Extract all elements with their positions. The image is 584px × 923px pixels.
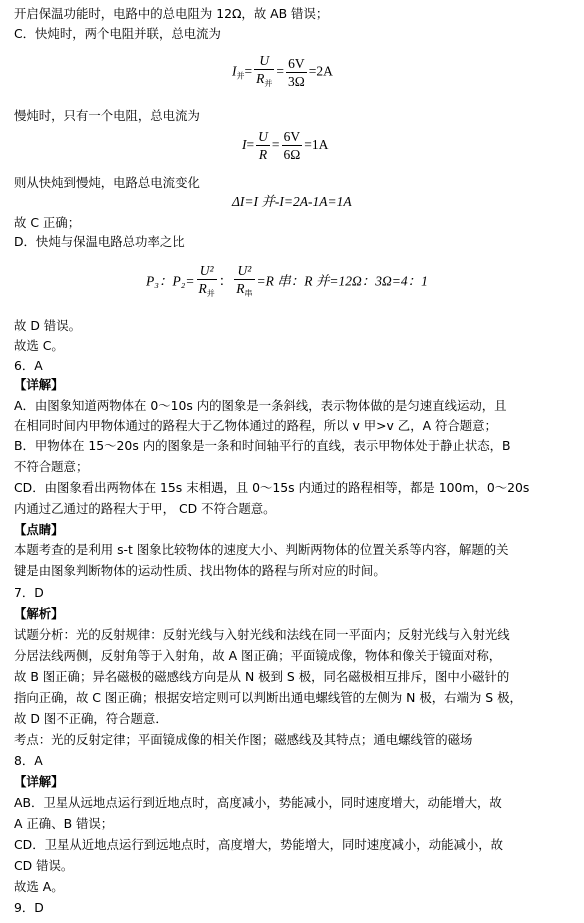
- text-line: 慢炖时，只有一个电阻，总电流为: [14, 108, 200, 123]
- fraction: [197, 262, 217, 303]
- text-line: 不符合题意；: [14, 459, 89, 474]
- answer-number: 6．A: [14, 358, 43, 373]
- denominator: [254, 70, 274, 93]
- numerator: U²: [197, 262, 217, 280]
- section-heading: 【详解】: [14, 377, 64, 392]
- eq-symbol: I: [232, 63, 237, 79]
- text-line: CD 错误。: [14, 858, 74, 873]
- eq-result: =2A: [308, 63, 333, 79]
- eq-equals: =: [271, 137, 280, 153]
- text-line: 在相同时间内甲物体通过的路程大于乙物体通过的路程，所以 v 甲>v 乙，A 符合题意；: [14, 418, 497, 433]
- numerator: U: [254, 52, 274, 70]
- eq-equals: =: [244, 63, 253, 79]
- denominator: 6Ω: [283, 147, 301, 162]
- text-line: 本题考查的是利用 s-t 图象比较物体的速度大小、判断两物体的位置关系等内容，解题的关: [14, 542, 509, 557]
- fraction: [254, 52, 274, 93]
- text-line: 指向正确，故 C 图正确；根据安培定则可以判断出通电螺线管的左侧为 N 极，右端为 S 极，: [14, 690, 522, 705]
- text-line: AB．卫星从远地点运行到近地点时，高度减小，势能减小，同时速度增大，动能增大，故: [14, 795, 502, 810]
- denominator: [197, 280, 217, 303]
- eq-result: =1A: [304, 137, 329, 153]
- section-heading: 【详解】: [14, 774, 64, 789]
- text-line: C．快炖时，两个电阻并联，总电流为: [14, 26, 221, 41]
- eq-symbol: R: [236, 281, 245, 296]
- denominator: 3Ω: [288, 73, 305, 89]
- numerator: U: [258, 129, 268, 144]
- eq-colon: ：: [218, 273, 233, 289]
- eq-symbol: R: [198, 281, 207, 296]
- text-line: 内通过乙通过的路程大于甲， CD 不符合题意。: [14, 501, 276, 516]
- denominator: R: [258, 147, 268, 162]
- text-line: 键是由图象判断物体的运动性质、找出物体的路程与所对应的时间。: [14, 563, 386, 578]
- equation-power-ratio: [146, 262, 428, 303]
- text-line: 考点：光的反射定律；平面镜成像的相关作图；磁感线及其特点；通电螺线管的磁场: [14, 732, 473, 747]
- text-line: 故 D 图不正确，符合题意．: [14, 711, 168, 726]
- denominator: [234, 280, 254, 303]
- eq-subscript: 并: [236, 71, 245, 81]
- answer-number: 8．A: [14, 753, 43, 768]
- text-line: 则从快炖到慢炖，电路总电流变化: [14, 175, 200, 190]
- text-line: A．由图象知道两物体在 0～10s 内的图象是一条斜线，表示物体做的是匀速直线运动，且: [14, 398, 507, 413]
- eq-equals: =: [276, 63, 284, 79]
- eq-subscript: 并: [264, 79, 273, 88]
- numerator: 6V: [282, 128, 303, 146]
- eq-symbol: R: [256, 71, 265, 86]
- fraction: [234, 262, 254, 303]
- eq-equals: =: [246, 137, 255, 153]
- text-line: 故 B 图正确；异名磁极的磁感线方向是从 N 极到 S 极，同名磁极相互排斥，图中小磁针的: [14, 669, 510, 684]
- eq-subscript: 串: [244, 289, 253, 298]
- text-line: A 正确、B 错误；: [14, 816, 114, 831]
- text-line: 故 D 错误。: [14, 318, 81, 333]
- section-heading: 【解析】: [14, 606, 64, 621]
- text-line: 故选 C。: [14, 338, 64, 353]
- numerator: 6V: [286, 55, 307, 73]
- numerator: U²: [234, 262, 254, 280]
- text-line: CD．卫星从近地点运行到远地点时，高度增大，势能增大，同时速度减小，动能减小，故: [14, 837, 504, 852]
- text-line: D．快炖与保温电路总功率之比: [14, 234, 185, 249]
- fraction: [282, 128, 303, 164]
- text-line: B．甲物体在 15～20s 内的图象是一条和时间轴平行的直线，表示甲物体处于静止状态，B: [14, 438, 511, 453]
- equation-parallel-current: [232, 52, 333, 93]
- equation-current-change: ΔI=I 并-I=2A-1A=1A: [232, 194, 352, 209]
- fraction: [286, 55, 307, 91]
- text-line: CD．由图象看出两物体在 15s 末相遇，且 0～15s 内通过的路程相等，都是 100m，0～20s: [14, 480, 530, 495]
- text-line: 故选 A。: [14, 879, 64, 894]
- fraction: [256, 128, 270, 164]
- text-line: 故 C 正确；: [14, 215, 81, 230]
- equation-single-current: [242, 128, 328, 164]
- eq-subscript: 并: [206, 289, 215, 298]
- text-line: 开启保温功能时，电路中的总电阻为 12Ω，故 AB 错误；: [14, 6, 329, 21]
- answer-number: 7．D: [14, 585, 44, 600]
- text-line: 分居法线两侧，反射角等于入射角，故 A 图正确；平面镜成像，物体和像关于镜面对称，: [14, 648, 502, 663]
- answer-number: 9．D: [14, 900, 44, 915]
- eq-symbol: I: [242, 137, 247, 153]
- eq-lhs: P₃：P₂=: [146, 273, 195, 289]
- section-heading: 【点睛】: [14, 522, 64, 537]
- text-line: 试题分析：光的反射规律：反射光线与入射光线和法线在同一平面内；反射光线与入射光线: [14, 627, 510, 642]
- eq-result: =R 串：R 并=12Ω：3Ω=4：1: [256, 273, 428, 289]
